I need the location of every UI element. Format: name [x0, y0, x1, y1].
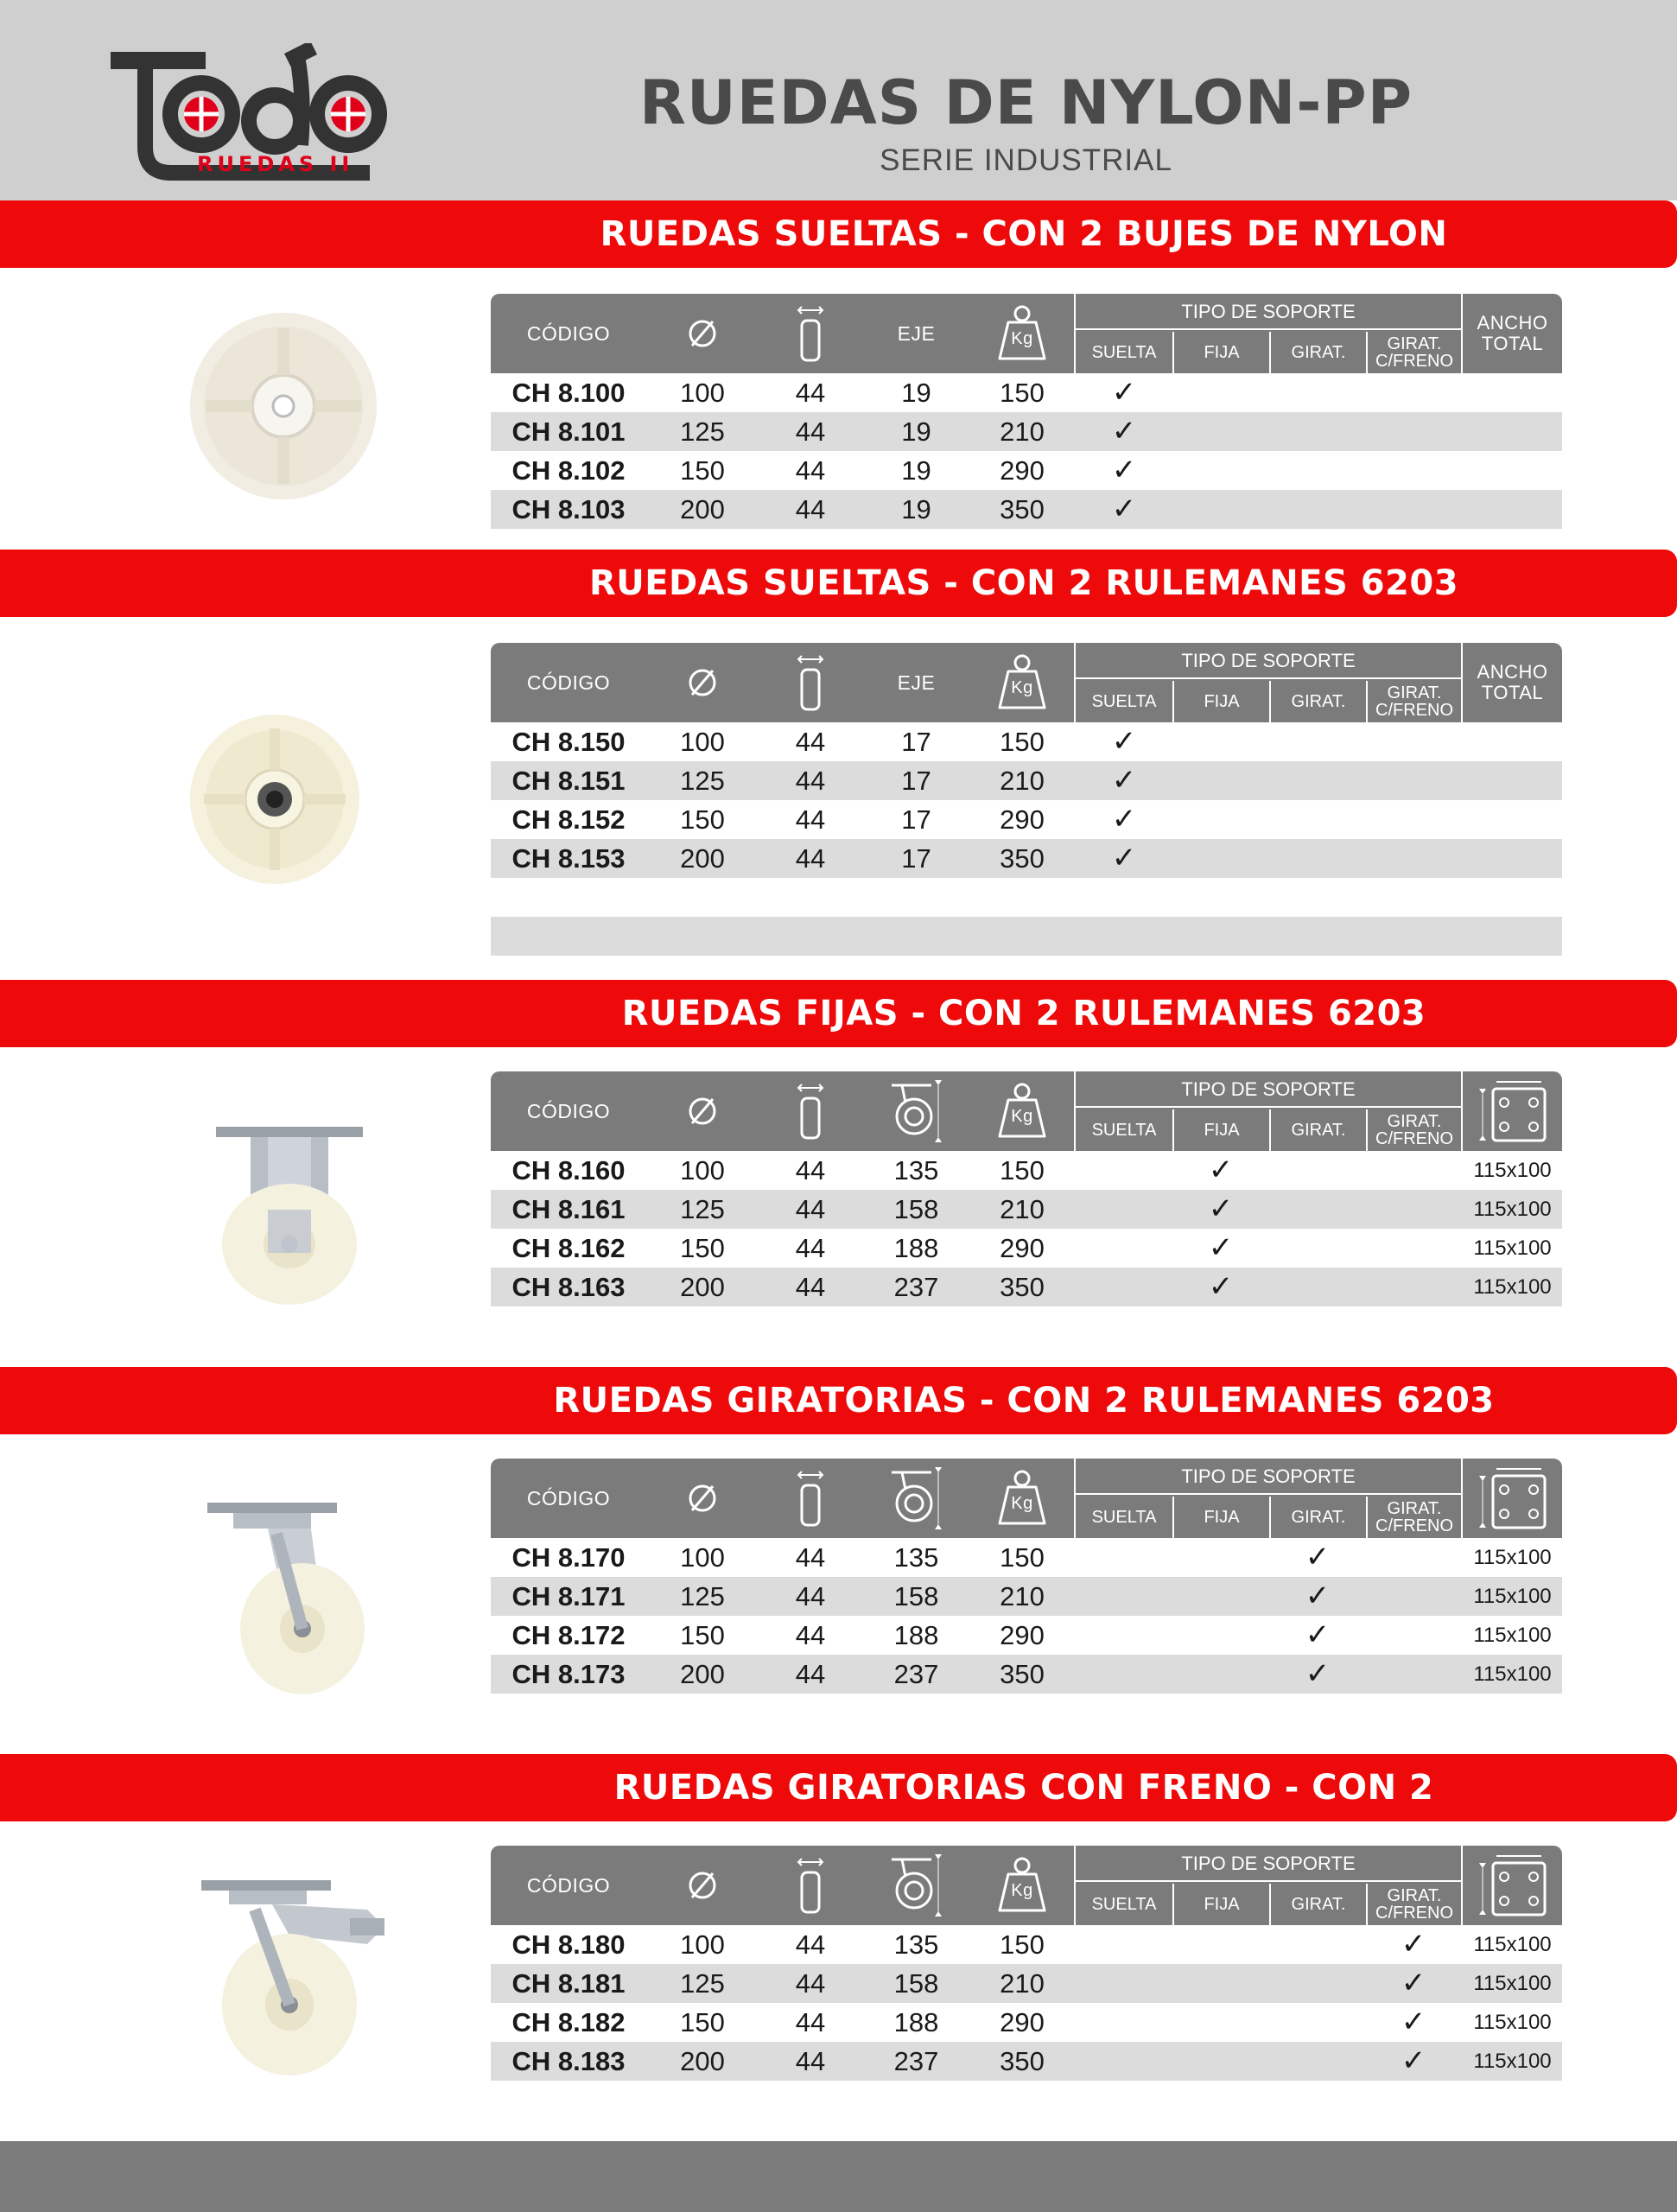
diameter-value: 100: [680, 378, 725, 408]
axle-value: 19: [901, 455, 931, 486]
header-fija: FIJA: [1172, 681, 1269, 722]
product-image: [207, 1499, 380, 1702]
table-row: [491, 1538, 1562, 1577]
support-check-mark: ✓: [1401, 1928, 1426, 1961]
section-banner: [0, 550, 1677, 617]
plate-size-value: 115x100: [1473, 1236, 1552, 1260]
header-girat: GIRAT.: [1269, 1109, 1366, 1151]
plate-size-value: 115x100: [1473, 1546, 1552, 1569]
product-table: [491, 1071, 1562, 1306]
support-type-group: [1074, 1846, 1463, 1925]
support-check-mark: ✓: [1208, 1231, 1234, 1264]
width-value: 44: [795, 2046, 826, 2076]
header-girat: GIRAT.: [1269, 332, 1366, 373]
diameter-value: 200: [680, 1659, 725, 1689]
load-capacity-value: 150: [1000, 727, 1045, 757]
support-type-group: [1074, 1071, 1463, 1151]
table-row: [491, 490, 1562, 529]
height-icon: [862, 1846, 970, 1925]
width-value: 44: [795, 1542, 826, 1573]
header-suelta: SUELTA: [1091, 1508, 1157, 1527]
height-value: 188: [893, 1233, 939, 1263]
mounting-plate-icon: [1463, 1459, 1562, 1538]
table-header: [491, 1071, 1562, 1151]
header-girat-freno: GIRAT. C/FRENO: [1366, 1109, 1461, 1151]
mounting-plate-icon: [1463, 1071, 1562, 1151]
table-header: [491, 1459, 1562, 1538]
weight-icon: [970, 643, 1074, 722]
diameter-value: 200: [680, 843, 725, 874]
height-value: 188: [893, 1620, 939, 1650]
header-eje: EJE: [897, 671, 936, 694]
support-check-mark: ✓: [1208, 1270, 1234, 1303]
load-capacity-value: 150: [1000, 378, 1045, 408]
support-check-mark: ✓: [1111, 454, 1137, 486]
load-capacity-value: 350: [1000, 2046, 1045, 2076]
product-code: CH 8.172: [511, 1620, 626, 1650]
header-girat-freno: GIRAT. C/FRENO: [1366, 681, 1461, 722]
support-check-mark: ✓: [1208, 1154, 1234, 1186]
axle-value: 17: [901, 804, 931, 835]
plate-size-value: 115x100: [1473, 1198, 1552, 1221]
axle-value: 17: [901, 766, 931, 796]
support-check-mark: ✓: [1111, 493, 1137, 525]
svg-text:RUEDAS II: RUEDAS II: [197, 152, 354, 176]
product-code: CH 8.180: [511, 1929, 626, 1960]
height-value: 135: [893, 1542, 939, 1573]
support-check-mark: ✓: [1305, 1541, 1331, 1573]
table-row: [491, 722, 1562, 761]
width-value: 44: [795, 1233, 826, 1263]
width-icon: [759, 294, 862, 373]
product-code: CH 8.101: [511, 416, 626, 447]
product-table: [491, 1459, 1562, 1694]
page-header: [0, 0, 1677, 200]
table-row: [491, 373, 1562, 412]
header-codigo: CÓDIGO: [526, 1099, 611, 1122]
height-value: 135: [893, 1929, 939, 1960]
width-icon: [759, 1459, 862, 1538]
height-value: 237: [893, 2046, 939, 2076]
header-codigo: CÓDIGO: [526, 671, 611, 694]
page-title: RUEDAS DE NYLON-PP: [638, 67, 1413, 138]
plate-size-value: 115x100: [1473, 1275, 1552, 1299]
diameter-value: 100: [680, 1155, 725, 1185]
height-value: 135: [893, 1155, 939, 1185]
product-code: CH 8.170: [511, 1542, 626, 1573]
product-code: CH 8.183: [511, 2046, 626, 2076]
support-check-mark: ✓: [1111, 415, 1137, 448]
weight-icon: [970, 1459, 1074, 1538]
support-check-mark: ✓: [1111, 803, 1137, 836]
support-check-mark: ✓: [1305, 1618, 1331, 1651]
plate-size-value: 115x100: [1473, 1662, 1552, 1686]
support-type-title: TIPO DE SOPORTE: [1076, 643, 1461, 679]
product-table: [491, 1846, 1562, 2081]
plate-size-value: 115x100: [1473, 1624, 1552, 1647]
header-girat-freno: GIRAT. C/FRENO: [1366, 332, 1461, 373]
support-check-mark: ✓: [1305, 1657, 1331, 1690]
diameter-value: 150: [680, 1620, 725, 1650]
header-fija: FIJA: [1172, 1109, 1269, 1151]
load-capacity-value: 290: [1000, 455, 1045, 486]
section-title: RUEDAS SUELTAS - CON 2 BUJES DE NYLON: [600, 214, 1448, 254]
table-row: [491, 761, 1562, 800]
page-subtitle: SERIE INDUSTRIAL: [880, 143, 1172, 177]
product-code: CH 8.150: [511, 727, 626, 757]
width-value: 44: [795, 843, 826, 874]
diameter-icon: [646, 1846, 759, 1925]
axle-value: 17: [901, 727, 931, 757]
header-suelta: SUELTA: [1091, 343, 1157, 362]
weight-label: Kg: [1011, 329, 1033, 348]
product-image: [194, 1875, 402, 2087]
height-icon: [862, 1071, 970, 1151]
load-capacity-value: 350: [1000, 1659, 1045, 1689]
section-title: RUEDAS GIRATORIAS CON FRENO - CON 2: [613, 1768, 1434, 1808]
product-code: CH 8.103: [511, 494, 626, 524]
product-table: [491, 294, 1562, 529]
header-eje: EJE: [897, 321, 936, 345]
width-value: 44: [795, 2007, 826, 2037]
support-type-group: [1074, 1459, 1463, 1538]
header-girat-freno: GIRAT. C/FRENO: [1366, 1884, 1461, 1925]
product-code: CH 8.102: [511, 455, 626, 486]
product-code: CH 8.160: [511, 1155, 626, 1185]
product-code: CH 8.173: [511, 1659, 626, 1689]
product-code: CH 8.152: [511, 804, 626, 835]
support-type-title: TIPO DE SOPORTE: [1076, 1459, 1461, 1495]
product-code: CH 8.171: [511, 1581, 626, 1611]
load-capacity-value: 150: [1000, 1155, 1045, 1185]
section-banner: [0, 200, 1677, 268]
diameter-value: 125: [680, 1194, 725, 1224]
width-value: 44: [795, 1929, 826, 1960]
load-capacity-value: 350: [1000, 1272, 1045, 1302]
axle-value: 19: [901, 378, 931, 408]
diameter-value: 125: [680, 1581, 725, 1611]
width-value: 44: [795, 1155, 826, 1185]
weight-label: Kg: [1011, 678, 1033, 697]
table-header: [491, 1846, 1562, 1925]
diameter-value: 200: [680, 2046, 725, 2076]
diameter-icon: [646, 1459, 759, 1538]
product-code: CH 8.163: [511, 1272, 626, 1302]
load-capacity-value: 210: [1000, 1581, 1045, 1611]
header-suelta: SUELTA: [1091, 692, 1157, 711]
width-value: 44: [795, 804, 826, 835]
load-capacity-value: 210: [1000, 1194, 1045, 1224]
plate-size-value: 115x100: [1473, 1933, 1552, 1956]
diameter-value: 200: [680, 1272, 725, 1302]
load-capacity-value: 210: [1000, 416, 1045, 447]
product-image: [207, 1123, 372, 1309]
diameter-value: 150: [680, 804, 725, 835]
table-row: [491, 1151, 1562, 1190]
axle-value: 17: [901, 843, 931, 874]
diameter-value: 150: [680, 2007, 725, 2037]
table-row: [491, 1229, 1562, 1268]
section-title: RUEDAS SUELTAS - CON 2 RULEMANES 6203: [588, 563, 1459, 603]
width-value: 44: [795, 378, 826, 408]
header-suelta: SUELTA: [1091, 1121, 1157, 1140]
section-title: RUEDAS FIJAS - CON 2 RULEMANES 6203: [621, 994, 1426, 1033]
height-value: 237: [893, 1272, 939, 1302]
width-icon: [759, 1071, 862, 1151]
support-check-mark: ✓: [1401, 2005, 1426, 2038]
table-row: [491, 1190, 1562, 1229]
width-value: 44: [795, 727, 826, 757]
product-code: CH 8.151: [511, 766, 626, 796]
product-code: CH 8.153: [511, 843, 626, 874]
weight-icon: [970, 294, 1074, 373]
load-capacity-value: 210: [1000, 766, 1045, 796]
support-check-mark: ✓: [1111, 376, 1137, 409]
diameter-value: 100: [680, 1929, 725, 1960]
table-row: [491, 1268, 1562, 1306]
load-capacity-value: 290: [1000, 2007, 1045, 2037]
section-title: RUEDAS GIRATORIAS - CON 2 RULEMANES 6203: [553, 1381, 1495, 1421]
diameter-value: 125: [680, 1968, 725, 1999]
table-row: [491, 1616, 1562, 1655]
weight-icon: [970, 1071, 1074, 1151]
width-value: 44: [795, 1581, 826, 1611]
height-value: 158: [893, 1194, 939, 1224]
load-capacity-value: 350: [1000, 843, 1045, 874]
table-row: [491, 451, 1562, 490]
header-fija: FIJA: [1172, 1497, 1269, 1538]
width-value: 44: [795, 766, 826, 796]
diameter-value: 100: [680, 1542, 725, 1573]
header-codigo: CÓDIGO: [526, 321, 611, 345]
product-code: CH 8.162: [511, 1233, 626, 1263]
header-suelta: SUELTA: [1091, 1895, 1157, 1914]
mounting-plate-icon: [1463, 1846, 1562, 1925]
diameter-icon: [646, 294, 759, 373]
load-capacity-value: 290: [1000, 1233, 1045, 1263]
height-value: 237: [893, 1659, 939, 1689]
plate-size-value: 115x100: [1473, 1585, 1552, 1608]
section-banner: [0, 1367, 1677, 1434]
diameter-value: 100: [680, 727, 725, 757]
diameter-icon: [646, 643, 759, 722]
height-value: 158: [893, 1581, 939, 1611]
axle-value: 19: [901, 416, 931, 447]
product-table: [491, 643, 1562, 956]
diameter-value: 125: [680, 766, 725, 796]
header-girat-freno: GIRAT. C/FRENO: [1366, 1497, 1461, 1538]
width-value: 44: [795, 1968, 826, 1999]
weight-icon: [970, 1846, 1074, 1925]
diameter-value: 125: [680, 416, 725, 447]
product-code: CH 8.181: [511, 1968, 626, 1999]
section-banner: [0, 980, 1677, 1047]
width-value: 44: [795, 494, 826, 524]
width-value: 44: [795, 1659, 826, 1689]
load-capacity-value: 210: [1000, 1968, 1045, 1999]
diameter-value: 150: [680, 455, 725, 486]
weight-label: Kg: [1011, 1881, 1033, 1900]
header-ancho-total: ANCHO TOTAL: [1477, 661, 1548, 703]
brand-logo: [111, 43, 396, 181]
support-type-group: [1074, 294, 1463, 373]
support-check-mark: ✓: [1111, 764, 1137, 797]
support-type-title: TIPO DE SOPORTE: [1076, 294, 1461, 330]
diameter-value: 150: [680, 1233, 725, 1263]
header-fija: FIJA: [1172, 332, 1269, 373]
table-row: [491, 1964, 1562, 2003]
table-spacer: [491, 878, 1562, 917]
table-row: [491, 2003, 1562, 2042]
height-value: 158: [893, 1968, 939, 1999]
table-row: [491, 839, 1562, 878]
header-codigo: CÓDIGO: [526, 1486, 611, 1510]
support-type-title: TIPO DE SOPORTE: [1076, 1071, 1461, 1108]
width-value: 44: [795, 1194, 826, 1224]
section-banner: [0, 1754, 1677, 1821]
header-ancho-total: ANCHO TOTAL: [1477, 312, 1548, 354]
table-header: [491, 294, 1562, 373]
header-girat: GIRAT.: [1269, 1497, 1366, 1538]
table-row: [491, 800, 1562, 839]
diameter-icon: [646, 1071, 759, 1151]
load-capacity-value: 150: [1000, 1542, 1045, 1573]
support-type-group: [1074, 643, 1463, 722]
header-girat: GIRAT.: [1269, 1884, 1366, 1925]
width-value: 44: [795, 1620, 826, 1650]
height-value: 188: [893, 2007, 939, 2037]
table-row: [491, 412, 1562, 451]
table-row: [491, 1577, 1562, 1616]
table-header: [491, 643, 1562, 722]
support-check-mark: ✓: [1401, 2044, 1426, 2077]
load-capacity-value: 290: [1000, 804, 1045, 835]
width-icon: [759, 1846, 862, 1925]
width-icon: [759, 643, 862, 722]
product-code: CH 8.182: [511, 2007, 626, 2037]
product-image: [188, 713, 361, 890]
plate-size-value: 115x100: [1473, 1972, 1552, 1995]
product-code: CH 8.161: [511, 1194, 626, 1224]
plate-size-value: 115x100: [1473, 1159, 1552, 1182]
load-capacity-value: 290: [1000, 1620, 1045, 1650]
header-fija: FIJA: [1172, 1884, 1269, 1925]
table-row: [491, 1925, 1562, 1964]
support-type-title: TIPO DE SOPORTE: [1076, 1846, 1461, 1882]
support-check-mark: ✓: [1401, 1967, 1426, 1999]
table-row: [491, 1655, 1562, 1694]
support-check-mark: ✓: [1305, 1580, 1331, 1612]
height-icon: [862, 1459, 970, 1538]
support-check-mark: ✓: [1111, 842, 1137, 874]
table-row: [491, 2042, 1562, 2081]
support-check-mark: ✓: [1208, 1192, 1234, 1225]
page-footer: [0, 2141, 1677, 2212]
load-capacity-value: 150: [1000, 1929, 1045, 1960]
header-codigo: CÓDIGO: [526, 1873, 611, 1897]
weight-label: Kg: [1011, 1494, 1033, 1513]
width-value: 44: [795, 416, 826, 447]
axle-value: 19: [901, 494, 931, 524]
plate-size-value: 115x100: [1473, 2011, 1552, 2034]
width-value: 44: [795, 455, 826, 486]
support-check-mark: ✓: [1111, 725, 1137, 758]
width-value: 44: [795, 1272, 826, 1302]
product-code: CH 8.100: [511, 378, 626, 408]
logo-graphic: [111, 43, 396, 181]
load-capacity-value: 350: [1000, 494, 1045, 524]
diameter-value: 200: [680, 494, 725, 524]
weight-label: Kg: [1011, 1107, 1033, 1126]
table-spacer-row: [491, 917, 1562, 956]
product-image: [188, 311, 378, 505]
header-girat: GIRAT.: [1269, 681, 1366, 722]
plate-size-value: 115x100: [1473, 2050, 1552, 2073]
